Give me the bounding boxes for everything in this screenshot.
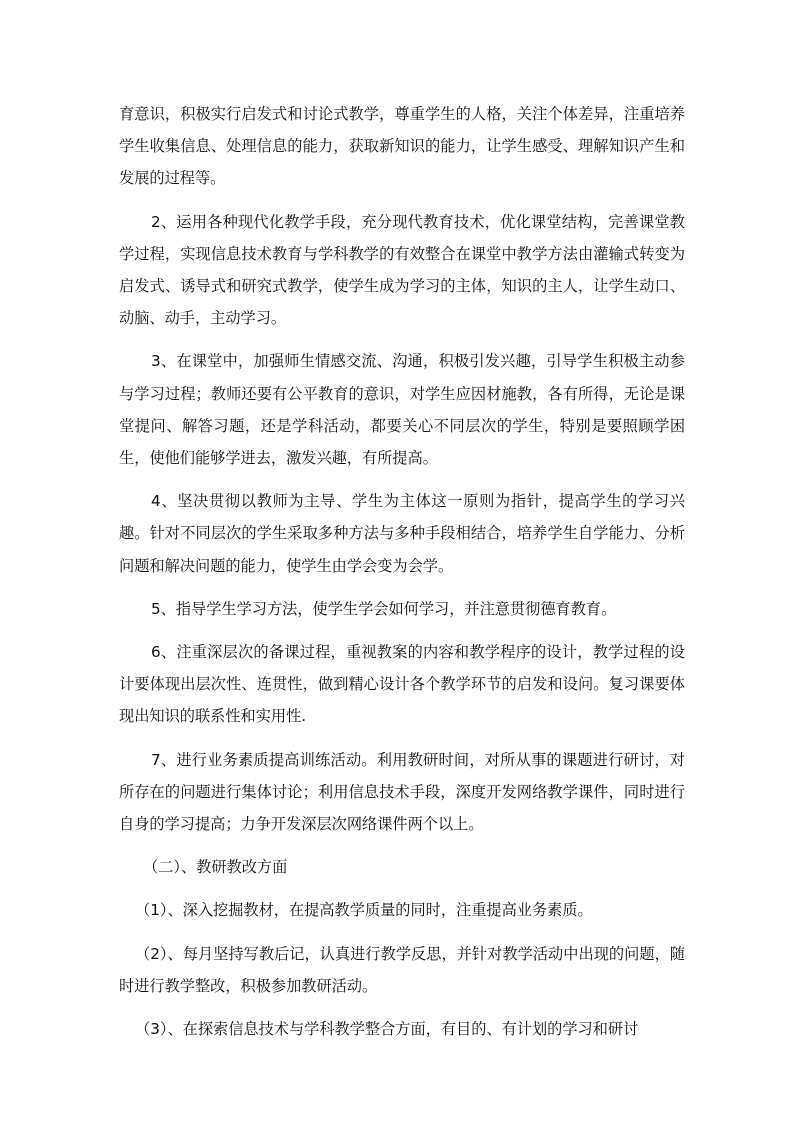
- paragraph-item-5: 5、指导学生学习方法，使学生学会如何学习，并注意贯彻德育教育。: [151, 599, 617, 618]
- paragraph-sub-3: （3）、在探索信息技术与学科教学整合方面，有目的、有计划的学习和研讨: [135, 1020, 639, 1039]
- paragraph-item-4: 4、坚决贯彻以教师为主导、学生为主体这一原则为指针，提高学生的学习兴趣。针对不同层次的学生采取多种方法与多种手段相结合，培养学生自学能力、分析问题和解决问题的能力，使学生由学会变为会学。: [119, 492, 685, 575]
- paragraph-item-2: 2、运用各种现代化教学手段，充分现代教育技术，优化课堂结构，完善课堂教学过程，实现信息技术教育与学科教学的有效整合在课堂中教学方法由灌输式转变为启发式、诱导式和研究式教学，使学生成为学习的主体，知识的主人，让学生动口、动脑、动手，主动学习。: [119, 212, 685, 328]
- section-heading: （二）、教研教改方面: [143, 858, 288, 877]
- paragraph-sub-1: （1）、深入挖掘教材，在提高教学质量的同时，注重提高业务素质。: [135, 901, 593, 920]
- paragraph-sub-2: （2）、每月坚持写教后记，认真进行教学反思，并针对教学活动中出现的问题，随时进行教学整改，积极参加教研活动。: [119, 944, 685, 995]
- document-body: [119, 98, 685, 1056]
- paragraph-item-6: 6、注重深层次的备课过程，重视教案的内容和教学程序的设计，教学过程的设计要体现出层次性、连贯性，做到精心设计各个教学环节的启发和设问。复习课要体现出知识的联系性和实用性.: [119, 643, 685, 726]
- paragraph-item-7: 7、进行业务素质提高训练活动。利用教研时间，对所从事的课题进行研讨，对所存在的问题进行集体讨论；利用信息技术手段，深度开发网络教学课件，同时进行自身的学习提高；力争开发深层次网络课件两个以上。: [119, 750, 685, 834]
- paragraph-continuation: 育意识，积极实行启发式和讨论式教学，尊重学生的人格，关注个体差异，注重培养学生收集信息、处理信息的能力，获取新知识的能力，让学生感受、理解知识产生和发展的过程等。: [119, 105, 685, 188]
- paragraph-item-3: 3、在课堂中，加强师生情感交流、沟通，积极引发兴趣，引导学生积极主动参与学习过程；教师还要有公平教育的意识，对学生应因材施教，各有所得，无论是课堂提问、解答习题，还是学科活动，都要关心不同层次的学生，特别是要照顾学困生，使他们能够学进去，激发兴趣，有所提高。: [119, 352, 685, 468]
